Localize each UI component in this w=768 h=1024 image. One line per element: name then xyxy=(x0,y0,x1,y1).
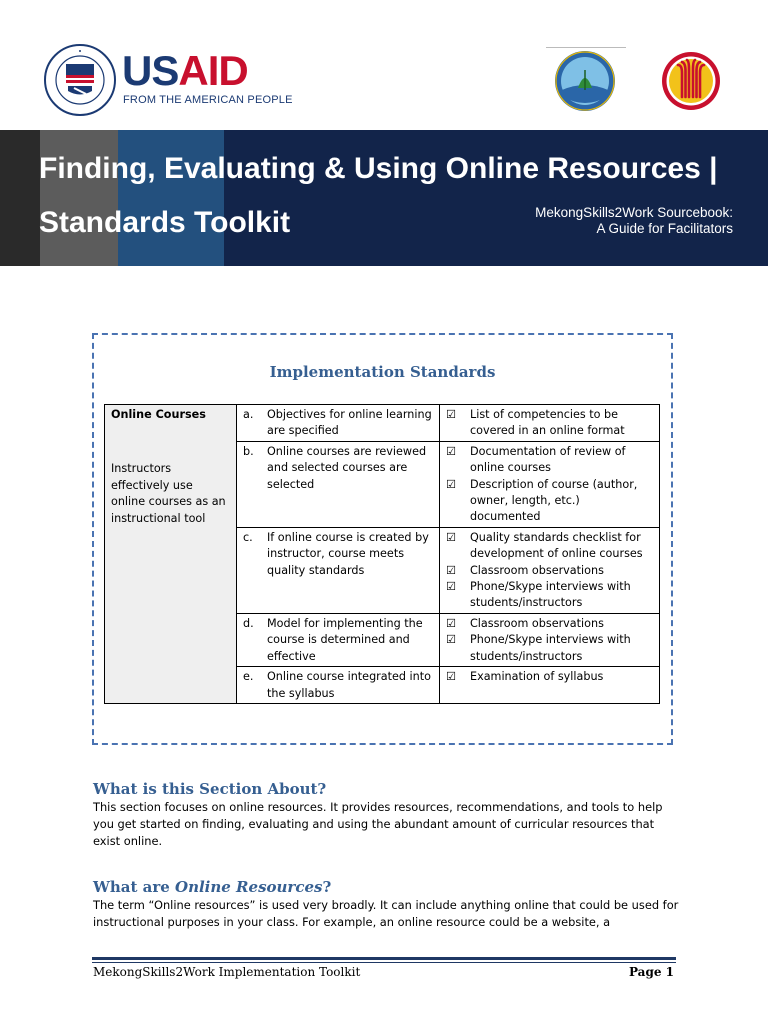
evidence-cell xyxy=(440,441,660,527)
checkbox-checked-icon: ☑ xyxy=(446,477,457,491)
evidence-text: Classroom observations xyxy=(470,563,604,577)
implementation-standards-box xyxy=(92,333,673,745)
banner-band xyxy=(118,130,224,266)
standard-letter: e. xyxy=(243,670,254,684)
evidence-cell xyxy=(440,667,660,704)
partner-divider xyxy=(546,47,626,48)
evidence-text: Documentation of review of online courses xyxy=(470,444,626,475)
footer-rule xyxy=(92,957,676,960)
evidence-cell xyxy=(440,613,660,666)
standard-cell xyxy=(237,441,440,527)
evidence-text: Description of course (author, owner, length, etc.) documented xyxy=(470,477,638,524)
banner-subtitle-line-1: MekongSkills2Work Sourcebook: xyxy=(535,205,733,220)
evidence-cell xyxy=(440,527,660,613)
usaid-tagline: FROM THE AMERICAN PEOPLE xyxy=(123,94,293,106)
evidence-text: Examination of syllabus xyxy=(470,670,604,684)
evidence-cell xyxy=(440,405,660,442)
checkbox-checked-icon: ☑ xyxy=(446,616,457,630)
table-row xyxy=(105,405,660,442)
category-title: Online Courses xyxy=(111,408,206,421)
checkbox-checked-icon: ☑ xyxy=(446,670,457,684)
standard-cell xyxy=(237,667,440,704)
standard-cell xyxy=(237,405,440,442)
checkbox-checked-icon: ☑ xyxy=(446,563,457,577)
evidence-text: Quality standards checklist for development of online courses xyxy=(470,530,643,561)
evidence-item xyxy=(446,669,653,685)
banner-subtitle-line-2: A Guide for Facilitators xyxy=(596,221,733,236)
standard-letter: b. xyxy=(243,444,254,458)
standard-letter: a. xyxy=(243,408,254,421)
section-about-heading: What is this Section About? xyxy=(93,780,327,798)
banner-band xyxy=(40,130,118,266)
standard-text: Online courses are reviewed and selected courses are selected xyxy=(267,444,427,491)
checkbox-checked-icon: ☑ xyxy=(446,444,457,458)
page-title-line-2: Standards Toolkit xyxy=(39,206,291,239)
standard-letter: d. xyxy=(243,616,254,630)
standard-text: Model for implementing the course is determined and effective xyxy=(267,616,423,663)
evidence-item xyxy=(446,444,653,477)
footer-rule xyxy=(92,962,676,963)
category-cell xyxy=(105,405,237,704)
standard-text: Online course integrated into the syllabus xyxy=(267,670,431,700)
checkbox-checked-icon: ☑ xyxy=(446,633,457,647)
asean-logo-icon xyxy=(661,51,721,111)
evidence-item xyxy=(446,579,653,612)
title-banner xyxy=(0,130,768,266)
standard-cell xyxy=(237,527,440,613)
standard-cell xyxy=(237,613,440,666)
checkbox-checked-icon: ☑ xyxy=(446,530,457,544)
implementation-standards-heading: Implementation Standards xyxy=(269,363,496,381)
standard-text: Objectives for online learning are specified xyxy=(267,408,432,438)
footer-title: MekongSkills2Work Implementation Toolkit xyxy=(93,965,361,979)
usaid-logo xyxy=(44,44,293,116)
standard-text: If online course is created by instructor, course meets quality standards xyxy=(267,530,429,577)
banner-band xyxy=(224,130,768,266)
checkbox-checked-icon: ☑ xyxy=(446,580,457,594)
evidence-item xyxy=(446,477,653,526)
evidence-item xyxy=(446,530,653,563)
evidence-text: Phone/Skype interviews with students/instructors xyxy=(470,580,631,610)
checkbox-checked-icon: ☑ xyxy=(446,408,457,421)
evidence-text: Phone/Skype interviews with students/instructors xyxy=(470,633,631,663)
evidence-item xyxy=(446,563,653,579)
category-description: Instructors effectively use online courses as an instructional tool xyxy=(111,462,226,525)
evidence-item xyxy=(446,616,653,632)
evidence-item xyxy=(446,632,653,665)
standard-letter: c. xyxy=(243,530,253,544)
section-online-body: The term “Online resources” is used very broadly. It can include anything online that could be used for instructional purposes in your class. For example, an online resource could be a website, a xyxy=(93,898,679,929)
section-about-body: This section focuses on online resources. It provides resources, recommendations, and tools to help you get started on finding, evaluating and using the abundant amount of curricular resources that exist online. xyxy=(93,800,663,848)
evidence-text: Classroom observations xyxy=(470,616,604,630)
usaid-seal-icon xyxy=(44,44,116,116)
page-title-line-1: Finding, Evaluating & Using Online Resources | xyxy=(39,152,718,185)
banner-band xyxy=(0,130,40,266)
standards-table xyxy=(104,404,660,704)
usaid-wordmark: USAID xyxy=(122,47,248,94)
evidence-item xyxy=(446,407,653,440)
lower-mekong-initiative-logo-icon xyxy=(554,50,616,112)
section-online-heading: What are Online Resources? xyxy=(93,878,332,896)
evidence-text: List of competencies to be covered in an online format xyxy=(470,408,625,438)
page-number: Page 1 xyxy=(628,965,674,979)
